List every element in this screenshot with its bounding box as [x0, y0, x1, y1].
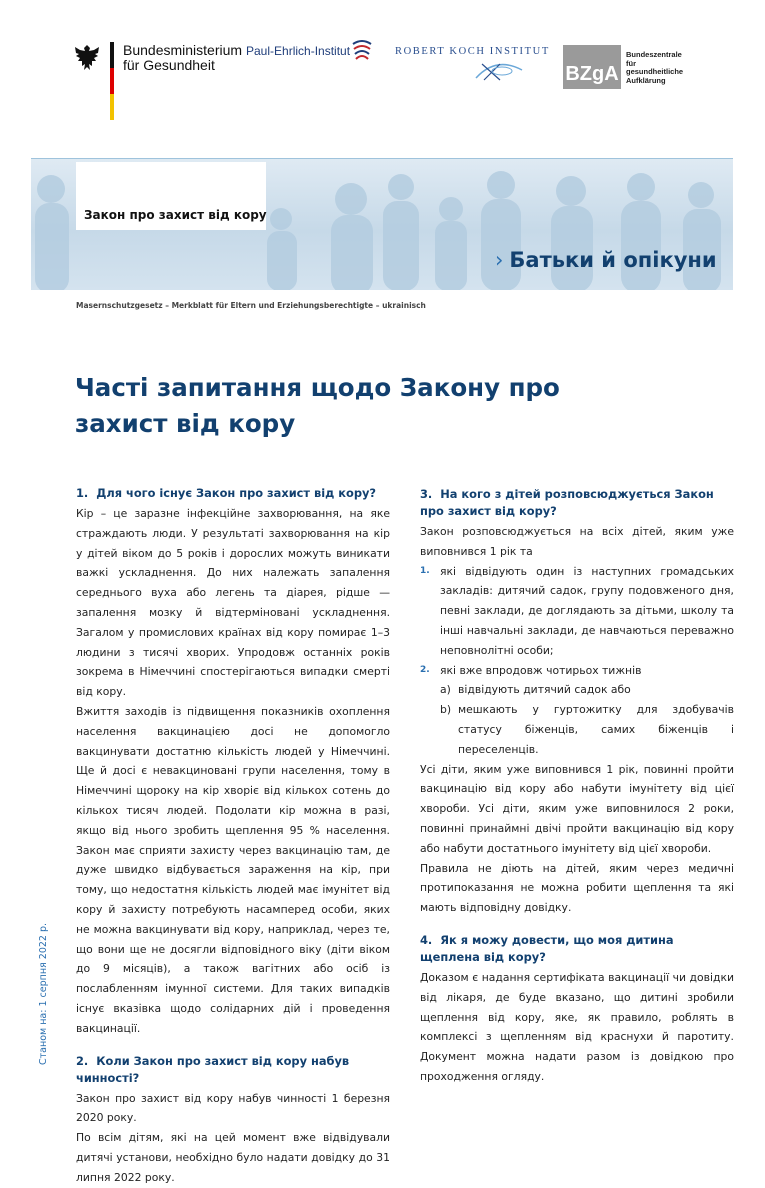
list-item: 1. які відвідують один із наступних громадських закладів: дитячий садок, групу подовженого дня, певні заклади, де доглядають за дітьми, школу та інші навчальні заклади, де навчаються переважно неповнолітні особи; [420, 564, 734, 657]
rki-logo-icon [474, 60, 524, 82]
paragraph: Закон розповсюджується на всіх дітей, яким уже виповнився 1 рік та [420, 525, 734, 558]
left-column [76, 485, 390, 1188]
sub-list-item: a) відвідують дитячий садок або [440, 683, 631, 697]
paragraph: По всім дітям, які на цей момент вже відвідували дитячі установи, необхідно було надати довідку до 31 липня 2022 року. [76, 1131, 390, 1184]
list-item: 2. які вже впродовж чотирьох тижнів [420, 663, 642, 677]
paragraph: Правила не діють на дітей, яким через медичні протипоказання не можна робити щеплення та які мають відповідну довідку. [420, 861, 734, 915]
sub-list-item: b) мешкають у гуртожитку для здобувачів статусу біженців, самих біженців і переселенців. [440, 703, 734, 756]
bzga-logo: BZgA [563, 45, 621, 89]
paragraph: Закон про захист від кору набув чинності 1 березня 2020 року. [76, 1091, 390, 1125]
audience-heading [495, 248, 717, 272]
rki-logo-text: ROBERT KOCH INSTITUT [395, 46, 550, 57]
paragraph: Кір – це заразне інфекційне захворювання, на яке страждають люди. У результаті захворювання на кір у дітей віком до 5 років і дорослих можуть виникати важкі ускладнення. До них належать запалення середнього вуха або легень та діарея, рідше — запалення мозку й відтерміновані ускладнення. Загалом у промислових країнах від кору помирає 1–3 людини з тисячі хворих. Упродовж останніх років зокрема в Німеччині спостерігаються випадки смерті від кору. [76, 507, 390, 699]
chevron-right-icon: › [495, 248, 504, 272]
right-column [420, 486, 734, 1087]
paragraph: Усі діти, яким уже виповнився 1 рік, повинні пройти вакцинацію від кору або набути імунітету від цієї хвороби. Усі діти, яким уже виповнилося 2 роки, повинні принаймні двічі пройти вакцинацію від кору або набути достатнього імунітету від цієї хвороби. [420, 762, 734, 855]
federal-eagle-icon [72, 42, 102, 74]
pei-logo-text: Paul-Ehrlich-Institut [246, 44, 351, 58]
bmg-logo-text: Bundesministerium für Gesundheit [123, 42, 243, 73]
bzga-logo-text: Bundeszentrale für gesundheitliche Aufklärung [626, 50, 684, 85]
paragraph: Доказом є надання сертифіката вакцинації чи довідки від лікаря, де буде вказано, що дитині зробили щеплення від кору, яке, як правило, роблять в комплексі з щепленням від краснухи й паротиту. Документ можна надати разом із довідкою про проходження огляду. [420, 970, 734, 1083]
paragraph: Вжиття заходів із підвищення показників охоплення населення вакцинацією досі не допомогло вакцинувати достатню кількість людей у Німеччині. Ще й досі є невакциновані групи населення, тому в Німеччині щороку на кір хворіє від кількох сотень до кількох тисяч людей. Подолати кір можна в разі, якщо від нього зробить щеплення 95 % населення. Закон має сприяти захисту через вакцинацію там, де дуже швидко відбувається зараження на кір, при тому, що недостатня кількість людей має імунітет від кору й захисту потребують насамперед особи, яких не можна вакцинувати від кору, наприклад, через те, що вони ще не досягли відповідного віку (діти віком до 9 місяців), а також вагітних або осіб із послабленням імунної системи. Для таких випадків існує вказівка щодо солідарних дій і проведення вакцинації. [76, 704, 390, 1035]
audience-label: Батьки й опікуни [509, 248, 717, 272]
banner-label: Закон про захист від кору [84, 208, 267, 222]
flag-stripe [110, 42, 114, 120]
question-heading: 2. Коли Закон про захист від кору набув чинності? [76, 1053, 350, 1085]
question-heading: 1. Для чого існує Закон про захист від кору? [76, 486, 377, 500]
status-date: Станом на: 1 серпня 2022 р. [38, 922, 49, 1065]
question-heading: 3. На кого з дітей розповсюджується Закон про захист від кору? [420, 487, 714, 518]
page-title: Часті запитання щодо Закону про захист від кору [75, 373, 560, 438]
pei-logo-icon [350, 38, 374, 64]
question-heading: 4. Як я можу довести, що моя дитина щеплена від кору? [420, 932, 674, 964]
document-subline: Masernschutzgesetz – Merkblatt für Eltern und Erziehungsberechtigte – ukrainisch [76, 301, 426, 310]
